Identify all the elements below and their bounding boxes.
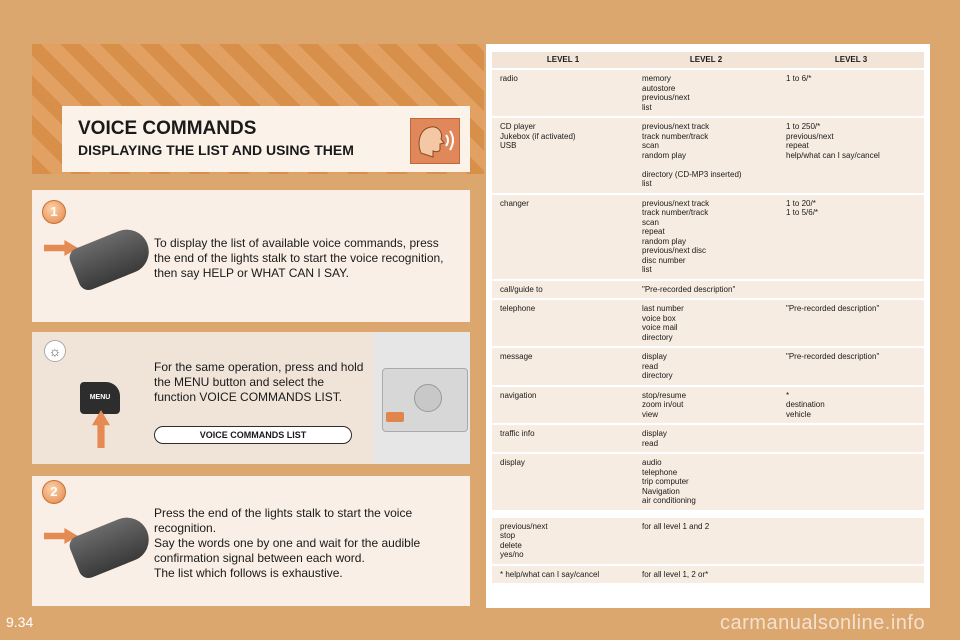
table-row — [492, 195, 924, 279]
table-cell: 1 to 20/* 1 to 5/6/* — [778, 195, 924, 279]
table-cell: previous/next track track number/track scan random play directory (CD-MP3 inserted) list — [634, 118, 778, 193]
table-cell: display read directory — [634, 348, 778, 385]
table-row — [492, 281, 924, 299]
table-cell: navigation — [492, 387, 634, 424]
table-row — [492, 348, 924, 385]
table-cell: radio — [492, 70, 634, 116]
voice-commands-list-label: VOICE COMMANDS LIST — [154, 426, 352, 444]
menu-section-text: For the same operation, press and hold the MENU button and select the function VOICE COMMANDS LIST. — [154, 360, 364, 404]
table-cell: display — [492, 454, 634, 510]
table-cell: * destination vehicle — [778, 387, 924, 424]
page-title: VOICE COMMANDS — [78, 118, 257, 139]
radio-menu-key-icon — [386, 412, 404, 422]
voice-commands-table-panel — [486, 44, 930, 608]
radio-unit-image — [374, 332, 470, 464]
table-cell: CD player Jukebox (if activated) USB — [492, 118, 634, 193]
table-cell: changer — [492, 195, 634, 279]
radio-knob-icon — [414, 384, 442, 412]
table-footer-row — [492, 566, 924, 584]
table-cell: telephone — [492, 300, 634, 346]
table-cell: "Pre-recorded description" — [778, 300, 924, 346]
table-row — [492, 118, 924, 193]
table-cell: memory autostore previous/next list — [634, 70, 778, 116]
column-header: LEVEL 3 — [778, 52, 924, 68]
table-row — [492, 387, 924, 424]
table-cell: last number voice box voice mail directory — [634, 300, 778, 346]
watermark: carmanualsonline.info — [720, 612, 926, 634]
table-cell — [778, 454, 924, 510]
table-cell: for all level 1, 2 or* — [634, 566, 924, 584]
table-row — [492, 425, 924, 452]
step-2-badge: 2 — [42, 480, 66, 504]
page-number: 9.34 — [6, 614, 34, 630]
step-1-badge: 1 — [42, 200, 66, 224]
table-cell: * help/what can I say/cancel — [492, 566, 634, 584]
voice-commands-table — [492, 50, 924, 585]
table-footer-row — [492, 518, 924, 564]
column-header: LEVEL 1 — [492, 52, 634, 68]
table-cell: 1 to 250/* previous/next repeat help/what can I say/cancel — [778, 118, 924, 193]
step-2-text: Press the end of the lights stalk to start the voice recognition. Say the words one by one and wait for the audible confirmation signal between each word. The list which follows is exhaustive. — [154, 506, 421, 580]
table-header-row — [492, 52, 924, 68]
sun-icon: ☼ — [44, 340, 66, 362]
table-spacer — [492, 512, 924, 516]
table-row — [492, 70, 924, 116]
column-header: LEVEL 2 — [634, 52, 778, 68]
page-subtitle: DISPLAYING THE LIST AND USING THEM — [78, 142, 354, 158]
table-cell: previous/next track track number/track scan repeat random play previous/next disc disc number list — [634, 195, 778, 279]
table-cell: for all level 1 and 2 — [634, 518, 924, 564]
table-cell — [778, 425, 924, 452]
table-cell: traffic info — [492, 425, 634, 452]
voice-speaking-head-icon — [410, 118, 460, 164]
table-row — [492, 300, 924, 346]
instructions-panel — [32, 44, 484, 610]
table-cell — [778, 281, 924, 299]
table-cell: display read — [634, 425, 778, 452]
table-cell: call/guide to — [492, 281, 634, 299]
table-cell: "Pre-recorded description" — [634, 281, 778, 299]
menu-button: MENU — [80, 382, 120, 414]
table-cell: previous/next stop delete yes/no — [492, 518, 634, 564]
table-row — [492, 454, 924, 510]
table-cell: "Pre-recorded description" — [778, 348, 924, 385]
table-cell: message — [492, 348, 634, 385]
table-cell: stop/resume zoom in/out view — [634, 387, 778, 424]
table-cell: audio telephone trip computer Navigation air conditioning — [634, 454, 778, 510]
table-cell: 1 to 6/* — [778, 70, 924, 116]
step-1-text: To display the list of available voice commands, press the end of the lights stalk to start the voice recognition, then say HELP or WHAT CAN I SAY. — [154, 236, 444, 280]
